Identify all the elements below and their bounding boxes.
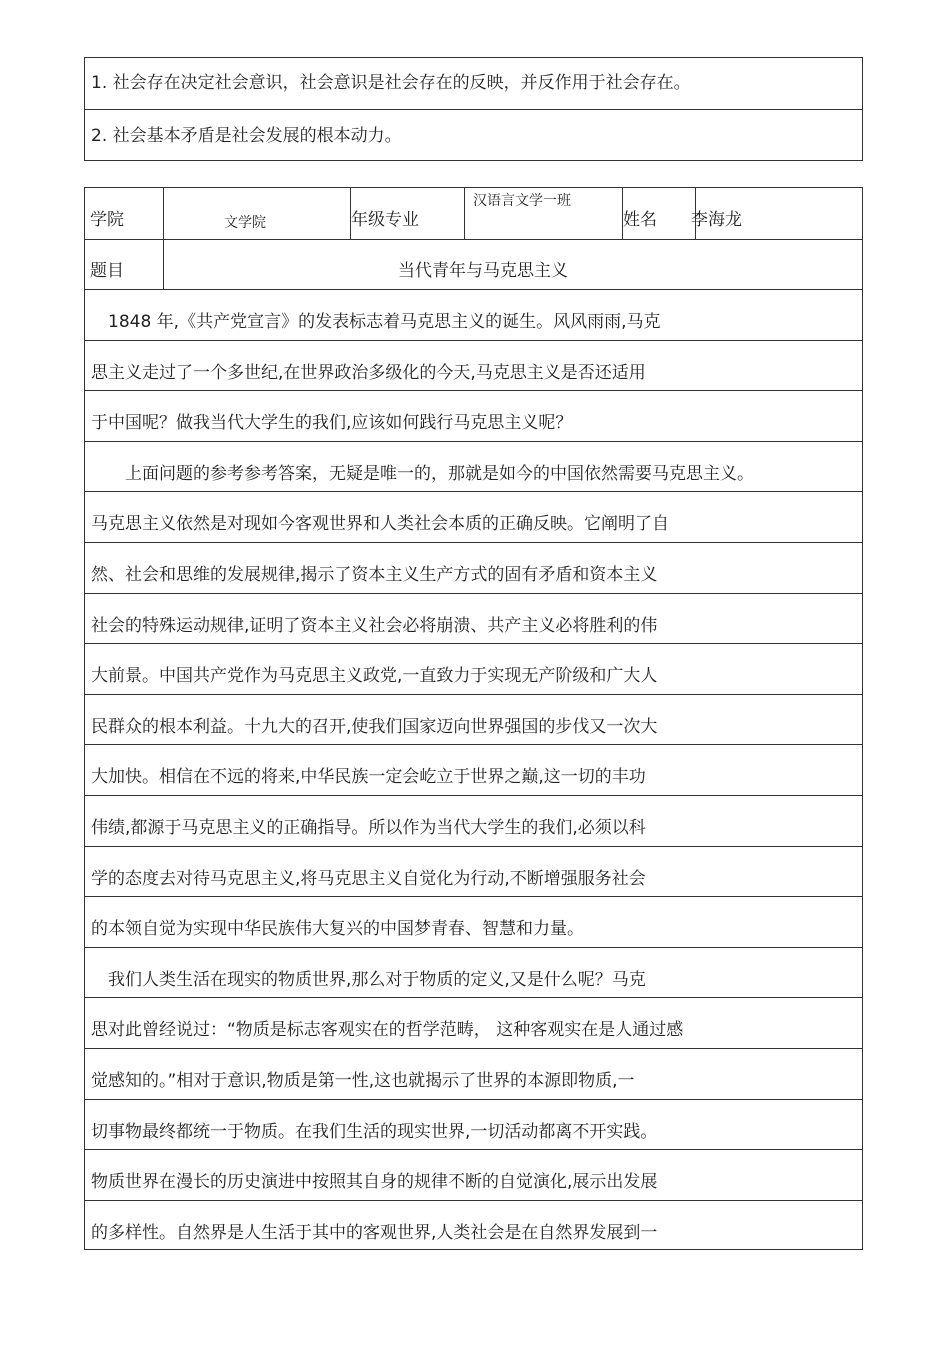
essay-row xyxy=(85,391,862,442)
essay-row xyxy=(85,1100,862,1151)
essay-row xyxy=(85,1201,862,1252)
summary-row-2 xyxy=(85,110,862,162)
topic-label-cell xyxy=(85,240,164,289)
essay-line: 觉感知的。”相对于意识,物质是第一性,这也就揭示了世界的本源即物质,一 xyxy=(91,1071,635,1091)
college-value-cell xyxy=(164,188,351,239)
essay-line: 社会的特殊运动规律,证明了资本主义社会必将崩溃、共产主义必将胜利的伟 xyxy=(91,615,658,636)
major-value-cell xyxy=(465,188,623,239)
essay-line: 思主义走过了一个多世纪,在世界政治多级化的今天,马克思主义是否还适用 xyxy=(91,362,646,383)
summary-table xyxy=(84,57,863,161)
summary-line-1: 1. 社会存在决定社会意识，社会意识是社会存在的反映，并反作用于社会存在。 xyxy=(91,73,691,93)
topic-row xyxy=(85,240,862,290)
essay-row xyxy=(85,442,862,493)
essay-line: 马克思主义依然是对现如今客观世界和人类社会本质的正确反映。它阐明了自 xyxy=(91,514,669,535)
essay-row xyxy=(85,1049,862,1100)
essay-row xyxy=(85,998,862,1049)
essay-row xyxy=(85,695,862,746)
essay-line: 伟绩,都源于马克思主义的正确指导。所以作为当代大学生的我们,必须以科 xyxy=(91,818,646,838)
essay-row xyxy=(85,644,862,695)
college-label-cell xyxy=(85,188,164,239)
essay-line: 思对此曾经说过：“物质是标志客观实在的哲学范畴， 这种客观实在是人通过感 xyxy=(91,1020,684,1041)
topic-value: 当代青年与马克思主义 xyxy=(398,261,568,281)
major-value: 汉语言文学一班 xyxy=(473,193,571,209)
essay-row xyxy=(85,492,862,543)
essay-row xyxy=(85,745,862,796)
essay-row xyxy=(85,1150,862,1201)
name-label: 姓名 xyxy=(623,210,657,230)
essay-row xyxy=(85,543,862,594)
major-label: 年级专业 xyxy=(351,210,419,230)
info-row xyxy=(85,188,862,240)
essay-line: 我们人类生活在现实的物质世界,那么对于物质的定义,又是什么呢？马克 xyxy=(91,969,646,990)
essay-row xyxy=(85,290,862,341)
essay-row xyxy=(85,948,862,999)
essay-line: 于中国呢？做我当代大学生的我们,应该如何践行马克思主义呢？ xyxy=(91,413,573,434)
summary-row-1 xyxy=(85,58,862,110)
essay-row xyxy=(85,594,862,645)
essay-line: 上面问题的参考参考答案，无疑是唯一的，那就是如今的中国依然需要马克思主义。 xyxy=(91,463,754,484)
essay-line: 的多样性。自然界是人生活于其中的客观世界,人类社会是在自然界发展到一 xyxy=(91,1222,658,1243)
essay-line: 物质世界在漫长的历史演进中按照其自身的规律不断的自觉演化,展示出发展 xyxy=(91,1172,658,1193)
college-value: 文学院 xyxy=(224,215,266,231)
major-label-cell xyxy=(351,188,465,239)
name-value: 李海龙 xyxy=(691,210,742,230)
summary-line-2: 2. 社会基本矛盾是社会发展的根本动力。 xyxy=(91,126,402,146)
name-label-cell xyxy=(623,188,696,239)
college-label: 学院 xyxy=(90,210,124,230)
essay-line: 民群众的根本利益。十九大的召开,使我们国家迈向世界强国的步伐又一次大 xyxy=(91,716,658,737)
essay-line: 大前景。中国共产党作为马克思主义政党,一直致力于实现无产阶级和广大人 xyxy=(91,666,658,687)
essay-line: 1848 年,《共产党宣言》的发表标志着马克思主义的诞生。风风雨雨,马克 xyxy=(91,312,661,332)
topic-label: 题目 xyxy=(90,261,124,281)
essay-line: 切事物最终都统一于物质。在我们生活的现实世界,一切活动都离不开实践。 xyxy=(91,1121,658,1142)
essay-row xyxy=(85,897,862,948)
essay-line: 的本领自觉为实现中华民族伟大复兴的中国梦青春、智慧和力量。 xyxy=(91,919,584,940)
essay-line: 大加快。相信在不远的将来,中华民族一定会屹立于世界之巅,这一切的丰功 xyxy=(91,767,646,788)
essay-row xyxy=(85,341,862,392)
essay-row xyxy=(85,796,862,847)
essay-table xyxy=(84,187,863,1250)
essay-line: 学的态度去对待马克思主义,将马克思主义自觉化为行动,不断增强服务社会 xyxy=(91,868,646,889)
essay-line: 然、社会和思维的发展规律,揭示了资本主义生产方式的固有矛盾和资本主义 xyxy=(91,565,658,585)
essay-row xyxy=(85,847,862,898)
